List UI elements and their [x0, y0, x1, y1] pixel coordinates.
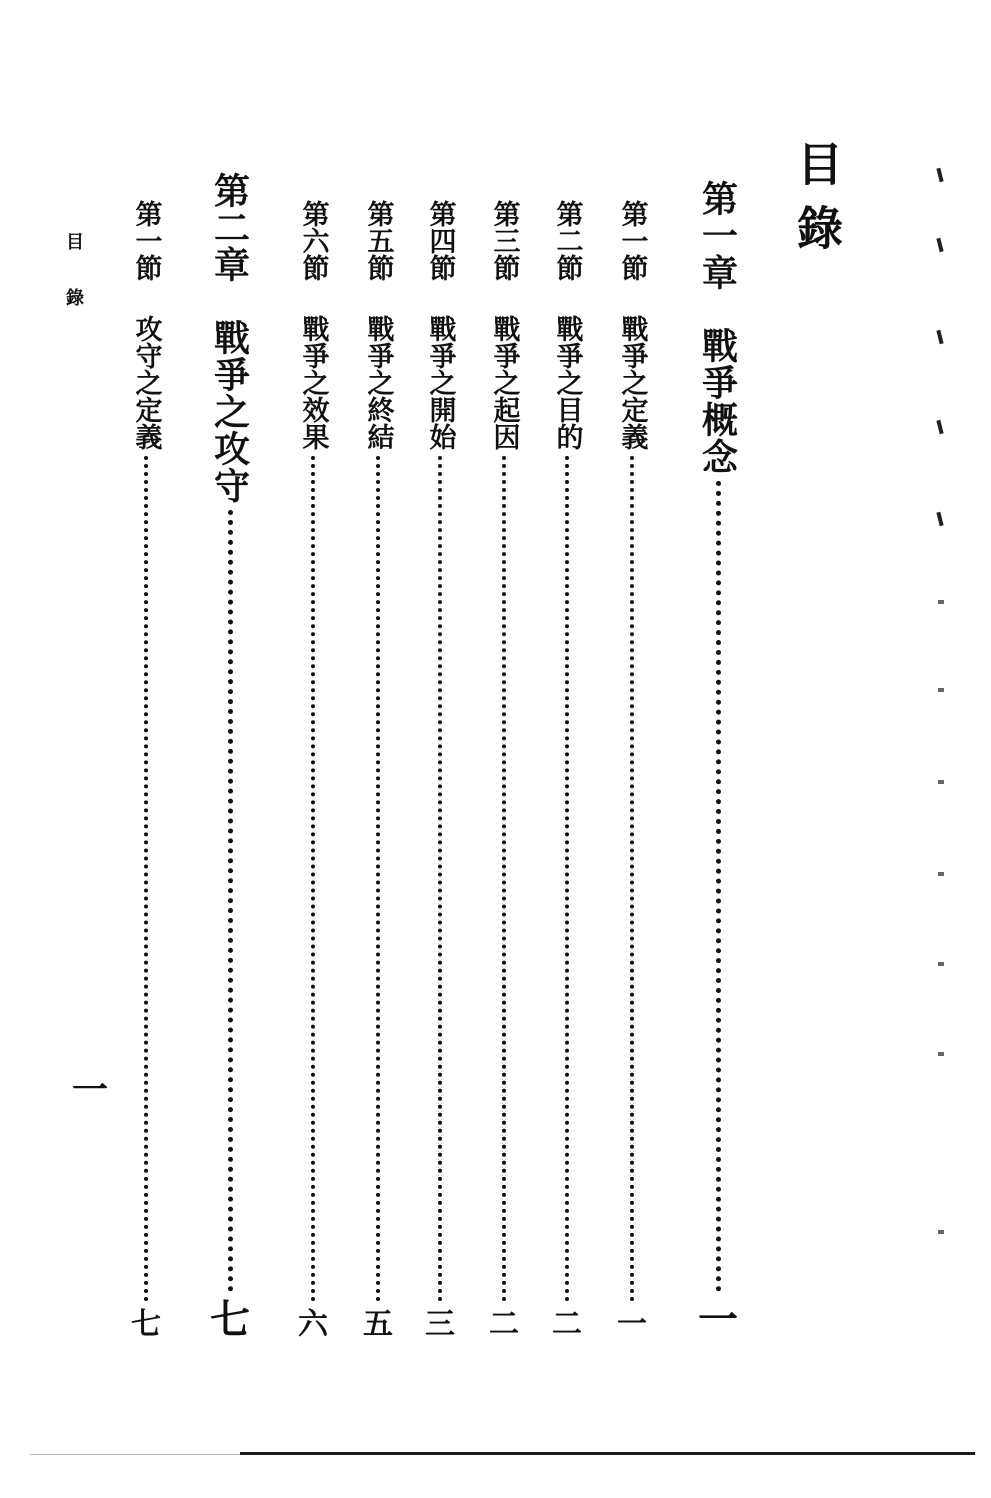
binding-mark	[936, 330, 943, 345]
page-number: 二	[552, 1307, 582, 1342]
section-label: 第四節	[424, 200, 456, 281]
binding-mark	[938, 1052, 944, 1056]
binding-mark	[936, 168, 943, 183]
dotted-leader	[376, 456, 380, 1302]
page-number: 六	[298, 1307, 328, 1342]
section-label: 第二節	[551, 200, 583, 281]
binding-mark	[938, 600, 944, 604]
section-title: 攻守之定義	[130, 315, 162, 450]
binding-mark	[936, 420, 943, 435]
toc-entry-section-3	[488, 200, 520, 1340]
binding-mark	[936, 512, 943, 527]
toc-entry-section-2	[551, 200, 583, 1340]
toc-entry-section-6	[297, 200, 329, 1340]
page-number: 一	[698, 1296, 738, 1343]
dotted-leader	[502, 456, 506, 1302]
dotted-leader	[630, 456, 634, 1302]
section-label: 第六節	[297, 200, 329, 281]
binding-mark	[936, 238, 943, 253]
binding-mark	[938, 872, 944, 876]
page-number: 二	[489, 1307, 519, 1342]
toc-title	[784, 140, 850, 268]
dotted-leader	[311, 456, 315, 1302]
binding-mark	[938, 780, 944, 784]
section-label: 第五節	[362, 200, 394, 281]
section-title: 戰爭之起因	[488, 315, 520, 450]
dotted-leader	[228, 510, 233, 1292]
chapter-title: 戰爭之攻守	[208, 319, 251, 504]
page-number: 五	[363, 1307, 393, 1342]
section-title: 戰爭之定義	[616, 315, 648, 450]
chapter-title: 戰爭概念	[696, 327, 739, 475]
section-title: 戰爭之效果	[297, 315, 329, 450]
chapter-label: 第二章	[208, 172, 251, 283]
page-edge-faint	[30, 1454, 240, 1455]
page-number: 七	[131, 1307, 161, 1342]
running-header-text: 目錄	[63, 232, 84, 344]
section-label: 第三節	[488, 200, 520, 281]
section-label: 第一節	[616, 200, 648, 281]
dotted-leader	[716, 481, 721, 1292]
section-title: 戰爭之目的	[551, 315, 583, 450]
page-title: 目錄	[790, 140, 844, 268]
chapter-label: 第一章	[696, 180, 739, 291]
toc-entry-section-5	[362, 200, 394, 1340]
dotted-leader	[438, 456, 442, 1302]
section-title: 戰爭之終結	[362, 315, 394, 450]
toc-entry-section-4	[424, 200, 456, 1340]
dotted-leader	[565, 456, 569, 1302]
toc-entry-chapter-1	[696, 180, 740, 1343]
binding-mark	[938, 1230, 944, 1234]
running-header	[60, 232, 86, 344]
binding-mark	[938, 962, 944, 966]
binding-marks	[930, 160, 970, 1260]
toc-entry-chapter-2-section-1	[130, 200, 162, 1340]
page-number: 三	[425, 1307, 455, 1342]
page-edge-line	[240, 1452, 975, 1455]
binding-mark	[938, 688, 944, 692]
section-title: 戰爭之開始	[424, 315, 456, 450]
toc-entry-chapter-2	[208, 172, 252, 1343]
folio-number: 一	[72, 1069, 109, 1111]
page-number: 一	[617, 1307, 647, 1342]
section-label: 第一節	[130, 200, 162, 281]
page-number: 七	[210, 1296, 250, 1343]
dotted-leader	[144, 456, 148, 1302]
toc-entry-section-1	[616, 200, 648, 1340]
